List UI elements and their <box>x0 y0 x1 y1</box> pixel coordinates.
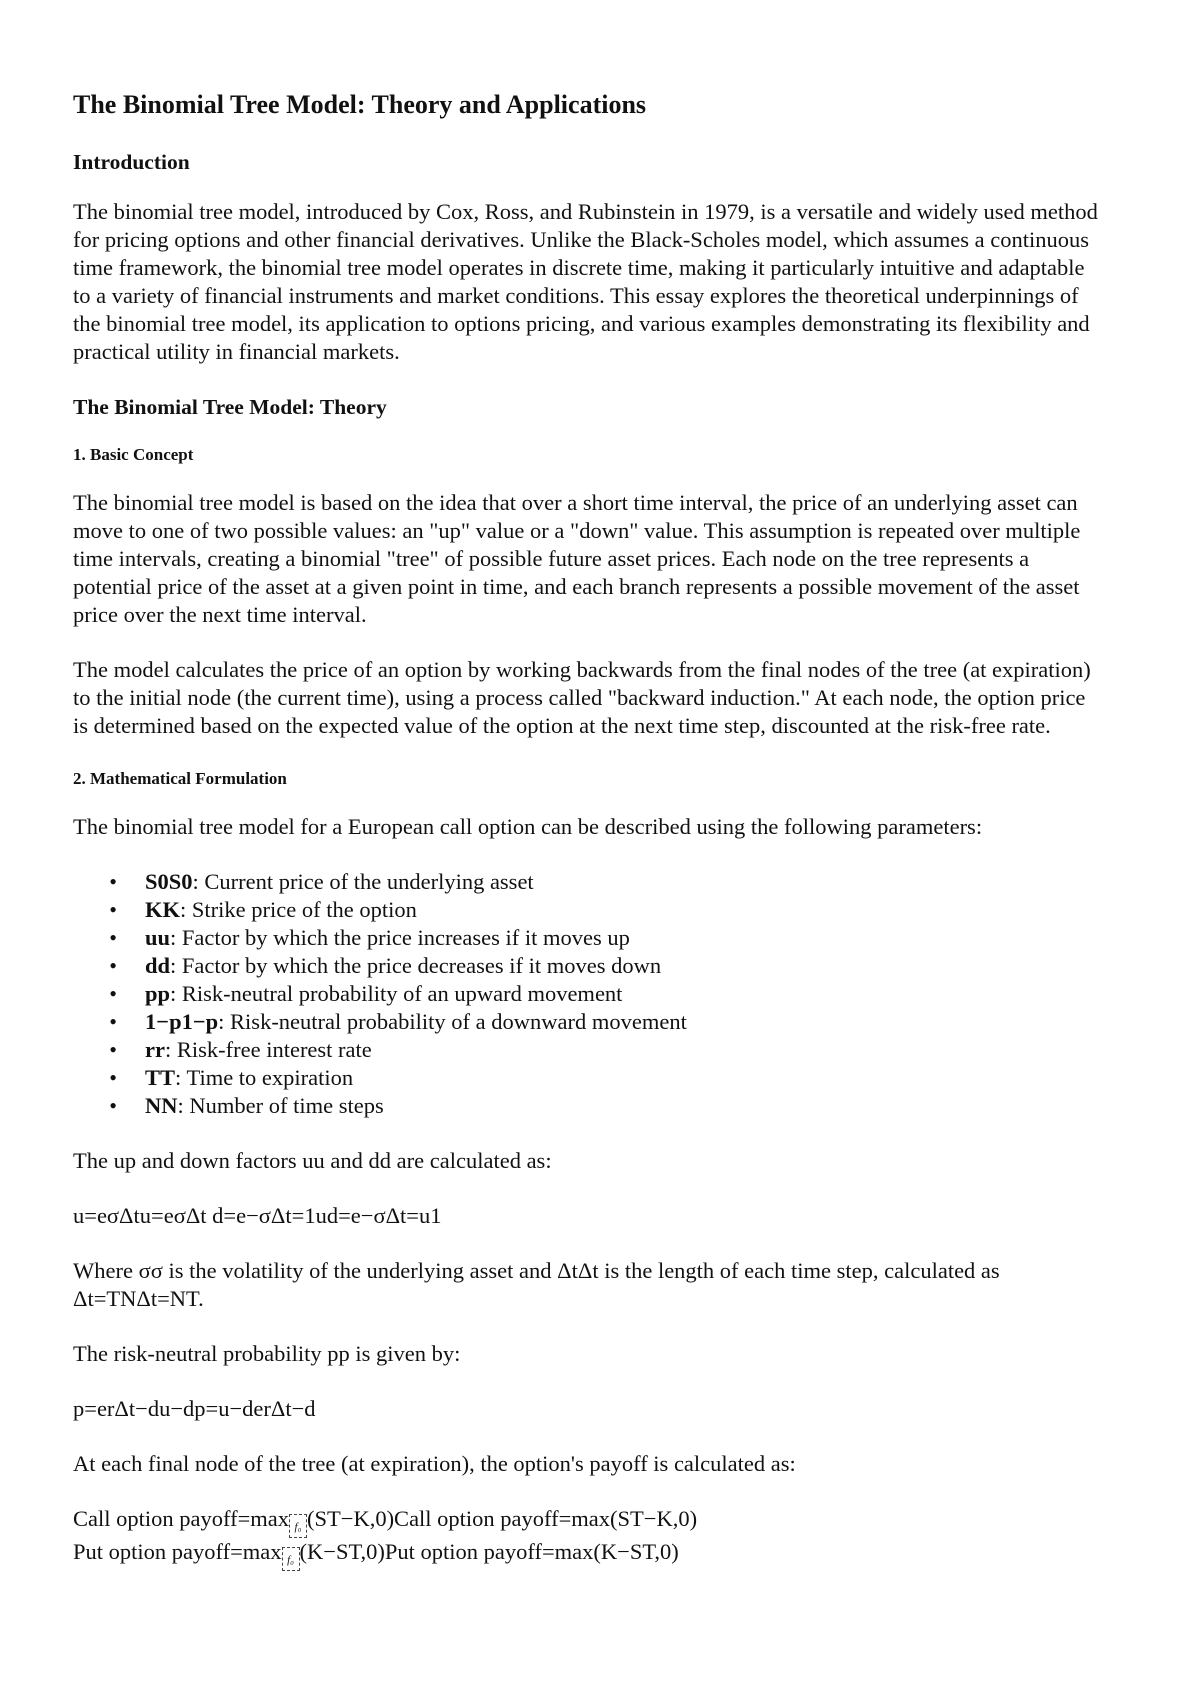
param-desc: : Current price of the underlying asset <box>192 869 534 894</box>
theory-heading: The Binomial Tree Model: Theory <box>73 395 387 419</box>
intro-paragraph: The binomial tree model, introduced by Cox, Ross, and Rubinstein in 1979, is a versatile and widely used method for pricing options and other financial derivatives. Unlike the Black-Scholes model, which assumes a continuous time framework, the binomial tree model operates in discrete time, making it particularly intuitive and adaptable to a variety of financial instruments and market conditions. This essay explores the theoretical underpinnings of the binomial tree model, its application to options pricing, and various examples demonstrating its flexibility and practical utility in financial markets. <box>73 199 1098 364</box>
param-desc: : Time to expiration <box>175 1065 354 1090</box>
list-item <box>145 868 1100 896</box>
param-desc: : Risk-neutral probability of an upward movement <box>170 981 623 1006</box>
intro-heading: Introduction <box>73 150 190 174</box>
param-term: S0S0 <box>145 869 193 894</box>
probability-formula: p=erΔt−du−dp=u−derΔt−d <box>73 1396 316 1421</box>
param-term: KK <box>145 897 181 922</box>
missing-glyph-icon: f₀ <box>282 1547 300 1571</box>
param-term: NN <box>145 1093 178 1118</box>
list-item <box>145 924 1100 952</box>
list-item <box>145 1092 1100 1120</box>
param-desc: : Factor by which the price increases if it moves up <box>170 925 630 950</box>
updown-formula: u=eσΔtu=eσΔt d=e−σΔt=1ud=e−σΔt=u1 <box>73 1203 442 1228</box>
param-desc: : Risk-neutral probability of a downward movement <box>218 1009 687 1034</box>
param-term: uu <box>145 925 171 950</box>
param-desc: : Factor by which the price decreases if it moves down <box>170 953 662 978</box>
basic-concept-paragraph-1: The binomial tree model is based on the idea that over a short time interval, the price of an underlying asset can move to one of two possible values: an "up" value or a "down" value. This assumption is repeated over multiple time intervals, creating a binomial "tree" of possible future asset prices. Each node on the tree represents a potential price of the asset at a given point in time, and each branch represents a possible movement of the asset price over the next time interval. <box>73 490 1081 627</box>
list-item <box>145 1008 1100 1036</box>
param-desc: : Risk-free interest rate <box>164 1037 372 1062</box>
list-item <box>145 980 1100 1008</box>
payoff-intro: At each final node of the tree (at expiration), the option's payoff is calculated as: <box>73 1451 796 1476</box>
list-item <box>145 1064 1100 1092</box>
basic-concept-paragraph-2: The model calculates the price of an option by working backwards from the final nodes of the tree (at expiration) to the initial node (the current time), using a process called "backward induction." At each node, the option price is determined based on the expected value of the option at the next time step, discounted at the risk-free rate. <box>73 657 1091 738</box>
math-formulation-heading: 2. Mathematical Formulation <box>73 769 287 788</box>
parameter-list <box>73 868 1100 1120</box>
math-intro-paragraph: The binomial tree model for a European call option can be described using the following parameters: <box>73 814 983 839</box>
param-term: dd <box>145 953 171 978</box>
list-item <box>145 896 1100 924</box>
param-term: pp <box>145 981 171 1006</box>
param-desc: : Number of time steps <box>177 1093 384 1118</box>
param-term: TT <box>145 1065 176 1090</box>
payoff-formulas <box>73 1505 1100 1571</box>
param-desc: : Strike price of the option <box>180 897 417 922</box>
document-title: The Binomial Tree Model: Theory and Applications <box>73 90 647 119</box>
basic-concept-heading: 1. Basic Concept <box>73 445 194 464</box>
put-payoff-formula: Put option payoff=max f₀ (K−ST,0)Put option payoff=max(K−ST,0) <box>73 1538 1100 1571</box>
updown-intro: The up and down factors uu and dd are calculated as: <box>73 1148 552 1173</box>
list-item <box>145 952 1100 980</box>
param-term: rr <box>145 1037 165 1062</box>
volatility-explanation: Where σσ is the volatility of the underlying asset and ΔtΔt is the length of each time step, calculated as Δt=TNΔt=NT. <box>73 1258 1000 1311</box>
list-item <box>145 1036 1100 1064</box>
probability-intro: The risk-neutral probability pp is given by: <box>73 1341 461 1366</box>
missing-glyph-icon: f₀ <box>289 1514 307 1538</box>
param-term: 1−p1−p <box>145 1009 219 1034</box>
call-payoff-formula: Call option payoff=max f₀ (ST−K,0)Call option payoff=max(ST−K,0) <box>73 1505 1100 1538</box>
